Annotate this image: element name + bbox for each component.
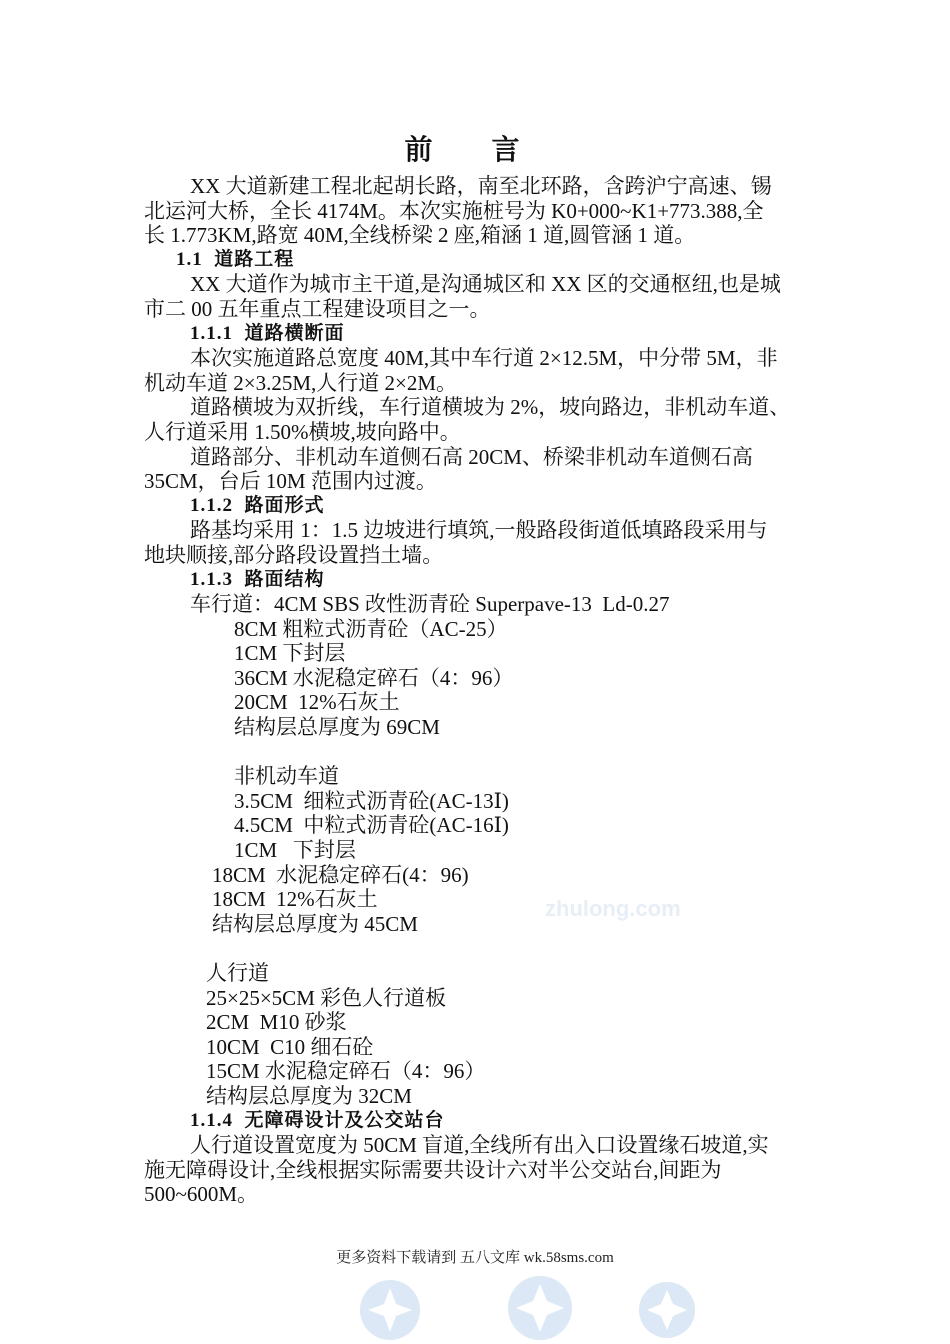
structure-line: 2CM M10 砂浆 bbox=[206, 1010, 347, 1035]
paragraph-line: 35CM，台后 10M 范围内过渡。 bbox=[144, 469, 437, 494]
blank-line bbox=[144, 936, 824, 961]
document-body bbox=[144, 174, 824, 1207]
section-heading-1-1-2: 1.1.2 路面形式 bbox=[190, 494, 325, 516]
watermark-logos bbox=[340, 1258, 740, 1344]
structure-line: 18CM 水泥稳定碎石(4：96) bbox=[212, 862, 469, 887]
watermark-text: zhulong.com bbox=[545, 896, 681, 921]
structure-line: 人行道 bbox=[206, 961, 269, 985]
paragraph-line: 施无障碍设计,全线根据实际需要共设计六对半公交站台,间距为 bbox=[144, 1157, 722, 1182]
structure-line: 25×25×5CM 彩色人行道板 bbox=[206, 985, 447, 1010]
structure-line: 3.5CM 细粒式沥青砼(AC-13Ⅰ) bbox=[234, 788, 509, 813]
structure-line: 15CM 水泥稳定碎石（4：96） bbox=[206, 1059, 486, 1084]
structure-line: 结构层总厚度为 45CM bbox=[212, 911, 418, 936]
snowflake-logo-icon bbox=[500, 1268, 580, 1344]
paragraph-line: 人行道采用 1.50%横坡,坡向路中。 bbox=[144, 419, 461, 444]
section-heading-1-1: 1.1 道路工程 bbox=[176, 248, 295, 270]
paragraph-line: 市二 00 五年重点工程建设项目之一。 bbox=[144, 296, 491, 321]
section-heading-1-1-1: 1.1.1 道路横断面 bbox=[190, 322, 345, 344]
structure-line: 4.5CM 中粒式沥青砼(AC-16Ⅰ) bbox=[234, 813, 509, 838]
page-title: 前 言 bbox=[404, 135, 546, 166]
intro-line: 北运河大桥，全长 4174M。本次实施桩号为 K0+000~K1+773.388,全 bbox=[144, 198, 764, 223]
section-heading-1-1-4: 1.1.4 无障碍设计及公交站台 bbox=[190, 1109, 445, 1131]
structure-line: 8CM 粗粒式沥青砼（AC-25） bbox=[234, 616, 508, 641]
structure-line: 1CM 下封层 bbox=[234, 838, 356, 863]
section-heading-1-1-3: 1.1.3 路面结构 bbox=[190, 568, 325, 590]
structure-line: 18CM 12%石灰土 bbox=[212, 887, 378, 912]
paragraph-line: 地块顺接,部分路段设置挡土墙。 bbox=[144, 542, 444, 567]
paragraph-line: 人行道设置宽度为 50CM 盲道,全线所有出入口设置缘石坡道,实 bbox=[190, 1133, 769, 1158]
intro-line: XX 大道新建工程北起胡长路，南至北环路，含跨沪宁高速、锡 bbox=[190, 174, 772, 198]
paragraph-line: 道路横坡为双折线，车行道横坡为 2%，坡向路边，非机动车道、 bbox=[190, 395, 791, 420]
paragraph-line: XX 大道作为城市主干道,是沟通城区和 XX 区的交通枢纽,也是城 bbox=[190, 272, 781, 297]
structure-line: 10CM C10 细石砼 bbox=[206, 1034, 374, 1059]
structure-line: 结构层总厚度为 69CM bbox=[234, 715, 440, 740]
snowflake-logo-icon bbox=[632, 1272, 702, 1344]
structure-line: 36CM 水泥稳定碎石（4：96） bbox=[234, 665, 514, 690]
structure-line: 1CM 下封层 bbox=[234, 641, 346, 666]
structure-line: 20CM 12%石灰土 bbox=[234, 690, 400, 715]
paragraph-line: 500~600M。 bbox=[144, 1182, 259, 1207]
structure-line: 非机动车道 bbox=[234, 764, 339, 789]
structure-line: 结构层总厚度为 32CM bbox=[206, 1083, 412, 1108]
blank-line bbox=[144, 740, 824, 765]
paragraph-line: 机动车道 2×3.25M,人行道 2×2M。 bbox=[144, 370, 458, 395]
structure-line: 车行道：4CM SBS 改性沥青砼 Superpave-13 Ld-0.27 bbox=[190, 592, 670, 617]
paragraph-line: 道路部分、非机动车道侧石高 20CM、桥梁非机动车道侧石高 bbox=[190, 444, 753, 469]
paragraph-line: 本次实施道路总宽度 40M,其中车行道 2×12.5M，中分带 5M，非 bbox=[190, 346, 778, 371]
intro-line: 长 1.773KM,路宽 40M,全线桥梁 2 座,箱涵 1 道,圆管涵 1 道。 bbox=[144, 223, 696, 248]
snowflake-logo-icon bbox=[350, 1270, 430, 1344]
paragraph-line: 路基均采用 1：1.5 边坡进行填筑,一般路段街道低填路段采用与 bbox=[190, 518, 768, 543]
footer-link-text[interactable]: 更多资料下载请到 五八文库 wk.58sms.com bbox=[336, 1250, 614, 1266]
